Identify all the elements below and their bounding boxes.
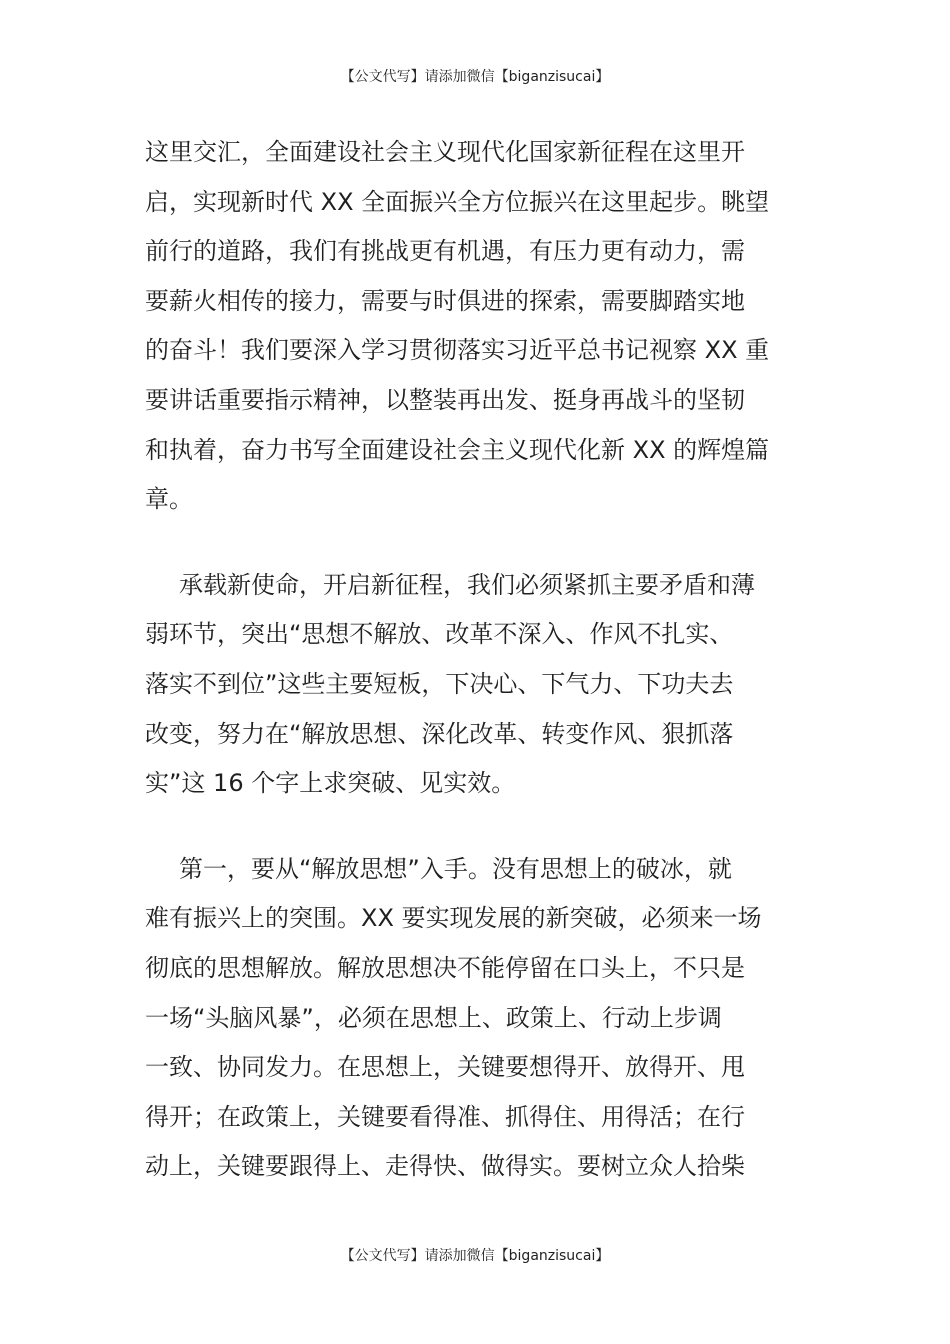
- text-line: 前行的道路，我们有挑战更有机遇，有压力更有动力，需: [145, 237, 745, 266]
- page-footer: 【公文代写】请添加微信【biganzisucai】: [340, 1248, 610, 1264]
- text-line: 实”这 16 个字上求突破、见实效。: [145, 769, 516, 798]
- text-line: 改变，努力在“解放思想、深化改革、转变作风、狠抓落: [145, 719, 734, 748]
- text-line: 承载新使命，开启新征程，我们必须紧抓主要矛盾和薄: [179, 570, 755, 599]
- text-line: 启，实现新时代 XX 全面振兴全方位振兴在这里起步。眺望: [145, 187, 770, 216]
- paragraph-3: [145, 845, 810, 1192]
- page-header: 【公文代写】请添加微信【biganzisucai】: [340, 69, 610, 85]
- text-line: 这里交汇，全面建设社会主义现代化国家新征程在这里开: [145, 138, 745, 166]
- document-body: [145, 128, 810, 1192]
- text-line: 要讲话重要指示精神，以整装再出发、挺身再战斗的坚韧: [145, 385, 745, 414]
- text-line: 章。: [145, 485, 193, 514]
- text-line: 落实不到位”这些主要短板，下决心、下气力、下功夫去: [145, 669, 734, 698]
- text-line: 的奋斗！我们要深入学习贯彻落实习近平总书记视察 XX 重: [145, 336, 770, 365]
- text-line: 第一，要从“解放思想”入手。没有思想上的破冰，就: [179, 854, 732, 883]
- text-line: 要薪火相传的接力，需要与时俱进的探索，需要脚踏实地: [145, 286, 745, 315]
- text-line: 彻底的思想解放。解放思想决不能停留在口头上，不只是: [145, 953, 745, 982]
- text-line: 得开；在政策上，关键要看得准、抓得住、用得活；在行: [145, 1102, 745, 1131]
- text-line: 弱环节，突出“思想不解放、改革不深入、作风不扎实、: [145, 620, 734, 649]
- paragraph-1: [145, 128, 810, 525]
- text-line: 一场“头脑风暴”，必须在思想上、政策上、行动上步调: [145, 1003, 722, 1032]
- text-line: 和执着，奋力书写全面建设社会主义现代化新 XX 的辉煌篇: [145, 435, 770, 464]
- text-line: 难有振兴上的突围。XX 要实现发展的新突破，必须来一场: [145, 904, 762, 933]
- text-line: 一致、协同发力。在思想上，关键要想得开、放得开、甩: [145, 1053, 745, 1082]
- text-line: 动上，关键要跟得上、走得快、做得实。要树立众人拾柴: [145, 1152, 745, 1181]
- paragraph-2: [145, 561, 810, 809]
